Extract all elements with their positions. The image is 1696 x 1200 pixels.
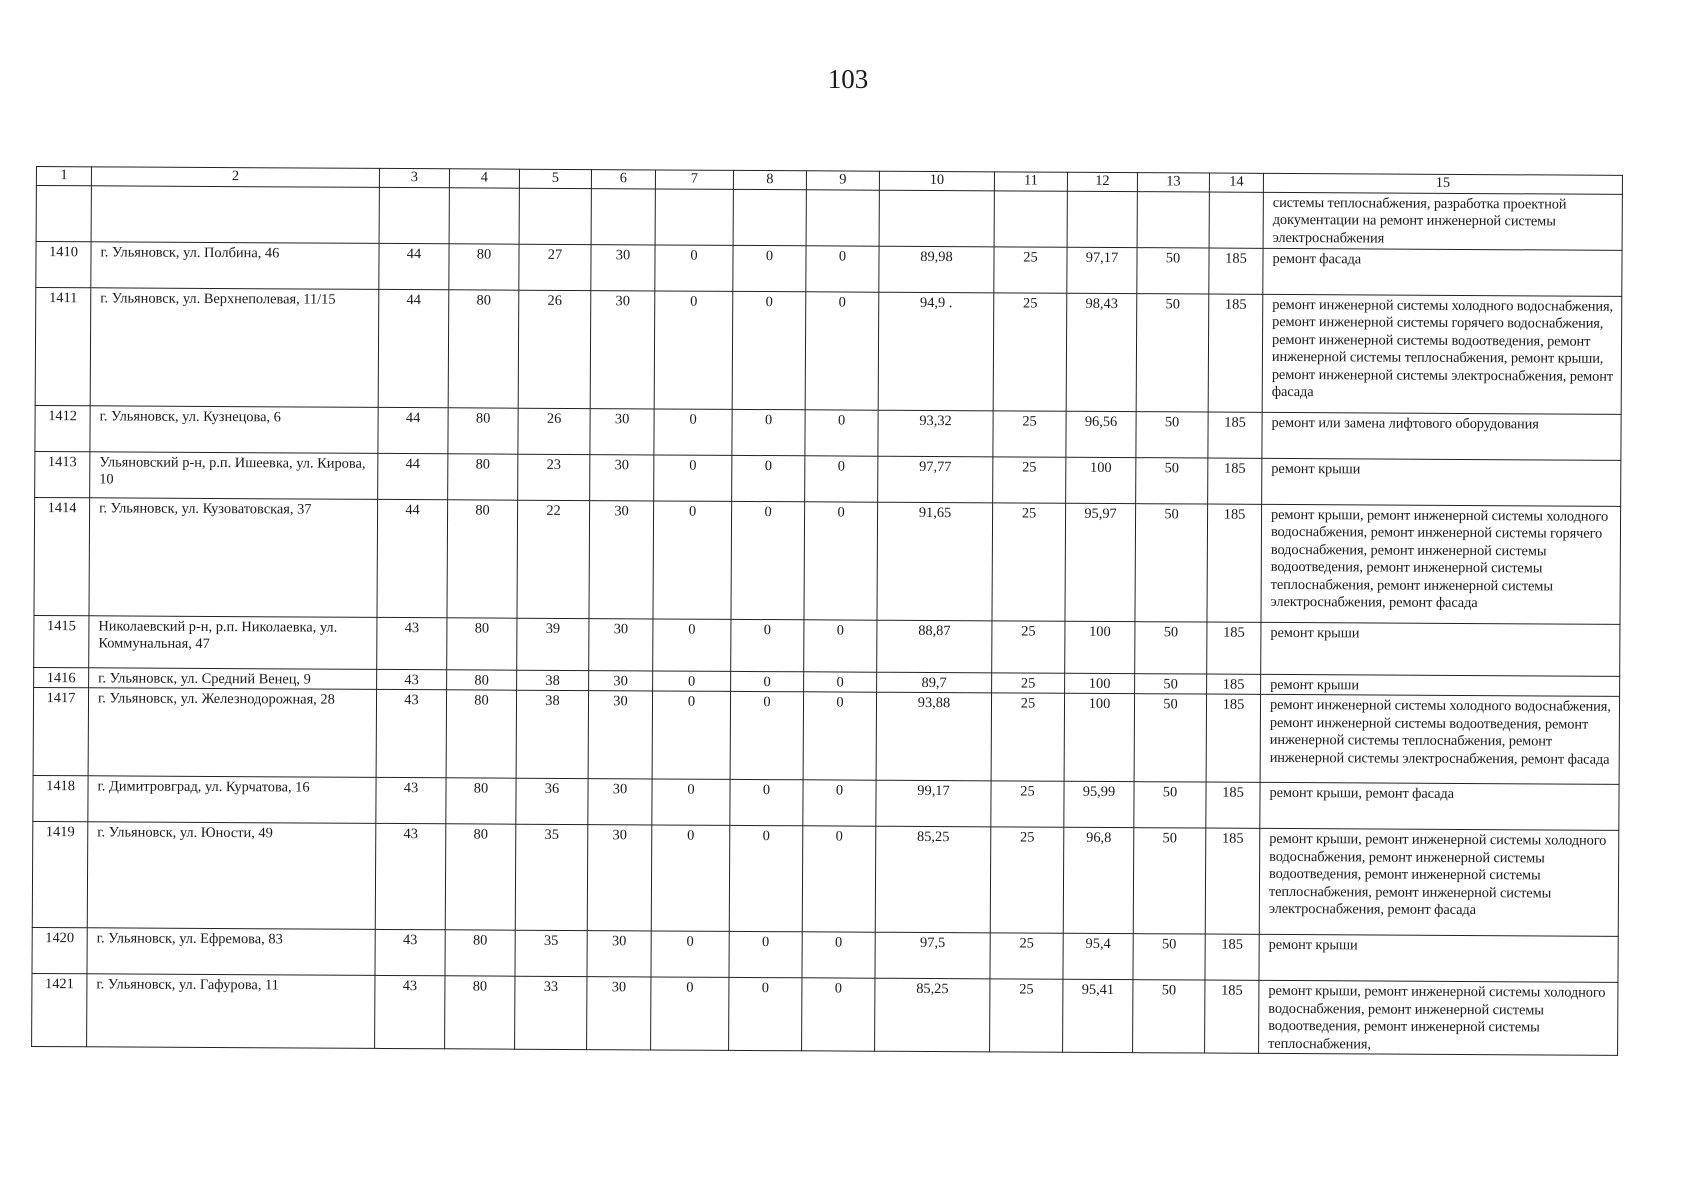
- column-header-11: 11: [994, 172, 1067, 191]
- value-cell-col-8: 0: [729, 826, 803, 932]
- value-cell-col-14: 185: [1207, 622, 1261, 674]
- address-cell: г. Ульяновск, ул. Полбина, 46: [91, 242, 379, 290]
- value-cell-col-10: 93,32: [878, 410, 993, 457]
- work-description-cell: ремонт инженерной системы холодного водоснабжения, ремонт инженерной системы водоотведения, ремонт инженерной системы теплоснабжения, ремонт инженерной системы электроснабжения, ремонт фасада: [1260, 695, 1619, 785]
- value-cell-col-5: 22: [517, 500, 590, 618]
- address-cell: г. Ульяновск, ул. Гафурова, 11: [87, 974, 375, 1048]
- value-cell-col-8: 0: [730, 692, 803, 780]
- work-description-cell: ремонт крыши, ремонт фасада: [1260, 783, 1619, 831]
- column-header-10: 10: [879, 171, 994, 191]
- value-cell-col-11: 25: [993, 457, 1066, 503]
- value-cell-col-4: 80: [447, 670, 517, 691]
- value-cell-col-3: 44: [378, 407, 448, 453]
- work-description-cell: ремонт крыши, ремонт инженерной системы холодного водоснабжения, ремонт инженерной системы водоотведения, ремонт инженерной системы теплоснабжения,: [1259, 981, 1618, 1056]
- value-cell-col-5: 38: [517, 670, 589, 691]
- value-cell-col-9: 0: [804, 502, 878, 620]
- value-cell-col-8: 0: [731, 619, 804, 671]
- value-cell-col-4: 80: [448, 290, 519, 408]
- value-cell-col-5: 27: [519, 244, 591, 290]
- address-cell: г. Димитровград, ул. Курчатова, 16: [88, 776, 376, 824]
- table-row: [34, 615, 1620, 676]
- value-cell-col-5: 23: [518, 454, 590, 500]
- value-cell-col-13: 50: [1135, 504, 1208, 622]
- value-cell-col-7: 0: [654, 455, 732, 501]
- value-cell-col-9: 0: [805, 456, 878, 502]
- value-cell-col-13: 50: [1133, 828, 1206, 934]
- value-cell-col-8: 0: [731, 501, 805, 619]
- value-cell-col-12: 96,8: [1063, 828, 1134, 934]
- value-cell-col-5: 26: [518, 408, 590, 454]
- row-number: [36, 186, 91, 242]
- work-description-cell: ремонт крыши: [1262, 458, 1621, 506]
- value-cell-col-10: [879, 190, 994, 247]
- value-cell-col-4: 80: [446, 778, 516, 824]
- value-cell-col-14: 185: [1208, 294, 1263, 412]
- table-row: [36, 186, 1622, 251]
- value-cell-col-9: 0: [802, 978, 875, 1051]
- value-cell-col-7: 0: [651, 931, 729, 977]
- value-cell-col-11: 25: [992, 503, 1066, 621]
- value-cell-col-12: 95,41: [1063, 980, 1133, 1053]
- address-cell: г. Ульяновск, ул. Железнодорожная, 28: [88, 688, 376, 778]
- value-cell-col-9: 0: [805, 410, 878, 456]
- value-cell-col-6: 30: [589, 501, 654, 619]
- column-header-1: 1: [36, 167, 91, 186]
- value-cell-col-7: 0: [654, 409, 732, 455]
- column-header-9: 9: [806, 171, 879, 190]
- value-cell-col-4: 80: [447, 618, 517, 670]
- value-cell-col-7: 0: [653, 671, 731, 692]
- column-header-8: 8: [733, 170, 806, 189]
- column-header-3: 3: [379, 168, 449, 187]
- value-cell-col-10: 89,7: [877, 672, 992, 693]
- value-cell-col-6: 30: [589, 671, 653, 692]
- value-cell-col-4: [449, 188, 519, 244]
- value-cell-col-14: 185: [1208, 458, 1262, 504]
- value-cell-col-11: [994, 191, 1067, 247]
- value-cell-col-6: 30: [588, 691, 652, 779]
- work-description-cell: системы теплоснабжения, разработка проектной документации на ремонт инженерной системы электроснабжения: [1263, 192, 1622, 250]
- value-cell-col-13: 50: [1137, 248, 1209, 294]
- address-cell: [91, 186, 379, 244]
- value-cell-col-10: 97,77: [878, 456, 993, 503]
- value-cell-col-12: [1067, 191, 1137, 247]
- work-description-cell: ремонт крыши, ремонт инженерной системы холодного водоснабжения, ремонт инженерной системы водоотведения, ремонт инженерной системы теплоснабжения, ремонт инженерной системы электроснабжения, ремонт фасада: [1259, 829, 1619, 937]
- value-cell-col-14: 185: [1205, 828, 1260, 934]
- value-cell-col-3: 43: [375, 930, 445, 976]
- value-cell-col-12: 95,97: [1065, 503, 1136, 621]
- address-cell: г. Ульяновск, ул. Юности, 49: [87, 822, 376, 930]
- value-cell-col-5: 38: [516, 691, 588, 779]
- value-cell-col-12: 95,99: [1064, 782, 1134, 828]
- value-cell-col-3: [379, 187, 449, 243]
- value-cell-col-11: 25: [992, 673, 1065, 694]
- value-cell-col-7: 0: [654, 291, 733, 409]
- row-number: 1413: [35, 451, 90, 497]
- value-cell-col-14: [1209, 192, 1263, 248]
- row-number: 1419: [32, 822, 88, 928]
- table-row: [33, 688, 1619, 785]
- work-description-cell: ремонт крыши, ремонт инженерной системы холодного водоснабжения, ремонт инженерной системы горячего водоснабжения, ремонт инженерной системы водоотведения, ремонт инженерной системы теплоснабжения, ремонт инженерной системы электроснабжения, ремонт фасада: [1261, 504, 1621, 624]
- value-cell-col-14: 185: [1206, 782, 1260, 828]
- value-cell-col-8: 0: [732, 409, 805, 455]
- value-cell-col-9: 0: [805, 292, 879, 410]
- value-cell-col-11: 25: [990, 933, 1063, 979]
- value-cell-col-4: 80: [449, 244, 519, 290]
- address-cell: Ульяновский р-н, р.п. Ишеевка, ул. Кирова, 10: [90, 452, 378, 500]
- value-cell-col-14: 185: [1205, 980, 1259, 1053]
- value-cell-col-11: 25: [991, 693, 1064, 781]
- row-number: 1412: [35, 405, 90, 451]
- value-cell-col-9: 0: [802, 932, 875, 978]
- column-header-4: 4: [449, 169, 519, 188]
- value-cell-col-6: 30: [590, 455, 654, 501]
- value-cell-col-7: 0: [653, 619, 731, 671]
- row-number: 1420: [32, 928, 87, 974]
- value-cell-col-3: 44: [377, 499, 448, 617]
- value-cell-col-8: 0: [729, 978, 802, 1051]
- value-cell-col-9: 0: [804, 620, 877, 672]
- table-row: [32, 822, 1619, 937]
- address-cell: г. Ульяновск, ул. Верхнеполевая, 11/15: [90, 288, 379, 408]
- value-cell-col-8: 0: [730, 780, 803, 826]
- value-cell-col-10: 89,98: [879, 246, 994, 293]
- value-cell-col-3: 44: [379, 243, 449, 289]
- value-cell-col-4: 80: [446, 690, 516, 778]
- value-cell-col-14: 185: [1207, 674, 1261, 695]
- value-cell-col-11: 25: [992, 621, 1065, 673]
- value-cell-col-3: 43: [376, 778, 446, 824]
- value-cell-col-6: 30: [588, 779, 652, 825]
- value-cell-col-5: 26: [518, 290, 591, 408]
- value-cell-col-3: 43: [377, 669, 447, 690]
- value-cell-col-10: 88,87: [877, 620, 992, 673]
- value-cell-col-11: 25: [994, 247, 1067, 293]
- column-header-6: 6: [591, 170, 655, 189]
- row-number: 1417: [33, 688, 88, 776]
- address-cell: г. Ульяновск, ул. Ефремова, 83: [87, 928, 375, 976]
- value-cell-col-10: 97,5: [875, 933, 990, 980]
- address-cell: г. Ульяновск, ул. Кузоватовская, 37: [89, 498, 378, 618]
- value-cell-col-11: 25: [993, 293, 1067, 411]
- value-cell-col-6: 30: [591, 245, 655, 291]
- table-row: [32, 974, 1618, 1055]
- value-cell-col-7: 0: [651, 977, 729, 1050]
- value-cell-col-14: 185: [1207, 504, 1262, 622]
- value-cell-col-13: [1137, 192, 1209, 248]
- value-cell-col-12: 95,4: [1063, 934, 1133, 980]
- value-cell-col-3: 44: [378, 453, 448, 499]
- value-cell-col-7: [655, 189, 733, 245]
- value-cell-col-8: 0: [729, 932, 802, 978]
- value-cell-col-4: 80: [445, 824, 516, 930]
- value-cell-col-14: 185: [1209, 248, 1263, 294]
- column-header-13: 13: [1137, 173, 1209, 192]
- work-description-cell: ремонт крыши: [1261, 622, 1620, 676]
- value-cell-col-9: 0: [802, 826, 876, 932]
- value-cell-col-7: 0: [651, 825, 730, 931]
- table-body: [32, 167, 1623, 1056]
- value-cell-col-13: 50: [1134, 782, 1206, 828]
- value-cell-col-7: 0: [652, 779, 730, 825]
- value-cell-col-9: 0: [804, 672, 877, 693]
- value-cell-col-14: 185: [1206, 694, 1260, 782]
- value-cell-col-5: [519, 188, 591, 244]
- value-cell-col-8: 0: [733, 245, 806, 291]
- row-number: 1410: [36, 242, 91, 288]
- row-number: 1415: [34, 615, 89, 667]
- value-cell-col-10: 85,25: [875, 979, 990, 1052]
- value-cell-col-10: 91,65: [877, 502, 993, 621]
- table-row: [34, 497, 1621, 624]
- value-cell-col-10: 93,88: [876, 693, 991, 782]
- value-cell-col-13: 50: [1136, 294, 1209, 412]
- value-cell-col-5: 36: [516, 779, 588, 825]
- value-cell-col-12: 100: [1066, 457, 1136, 503]
- value-cell-col-14: 185: [1205, 934, 1259, 980]
- value-cell-col-5: 35: [515, 931, 587, 977]
- address-cell: Николаевский р-н, р.п. Николаевка, ул. Коммунальная, 47: [89, 616, 377, 670]
- value-cell-col-6: [591, 189, 655, 245]
- value-cell-col-12: 100: [1065, 673, 1135, 694]
- value-cell-col-13: 50: [1136, 458, 1208, 504]
- value-cell-col-9: 0: [806, 246, 879, 292]
- work-description-cell: ремонт крыши: [1261, 674, 1620, 696]
- column-header-14: 14: [1209, 173, 1263, 192]
- value-cell-col-10: 99,17: [876, 781, 991, 828]
- value-cell-col-3: 43: [375, 976, 445, 1049]
- value-cell-col-9: [806, 190, 879, 246]
- value-cell-col-5: 39: [517, 618, 589, 670]
- repair-program-table: [31, 166, 1623, 1056]
- column-header-12: 12: [1067, 172, 1137, 191]
- value-cell-col-6: 30: [587, 977, 651, 1050]
- value-cell-col-14: 185: [1208, 412, 1262, 458]
- work-description-cell: ремонт или замена лифтового оборудования: [1262, 412, 1621, 460]
- value-cell-col-13: 50: [1133, 980, 1205, 1053]
- column-header-7: 7: [655, 170, 733, 189]
- value-cell-col-5: 35: [515, 825, 588, 931]
- value-cell-col-4: 80: [445, 976, 515, 1049]
- value-cell-col-4: 80: [448, 454, 518, 500]
- value-cell-col-11: 25: [993, 411, 1066, 457]
- row-number: 1411: [35, 288, 91, 406]
- value-cell-col-8: 0: [731, 671, 804, 692]
- work-description-cell: ремонт инженерной системы холодного водоснабжения, ремонт инженерной системы горячего водоснабжения, ремонт инженерной системы водоотведения, ремонт инженерной системы теплоснабжения, ремонт крыши, ремонт инженерной системы электроснабжения, ремонт фасада: [1262, 294, 1622, 414]
- value-cell-col-12: 96,56: [1066, 411, 1136, 457]
- value-cell-col-3: 43: [375, 824, 446, 930]
- value-cell-col-3: 43: [376, 690, 446, 778]
- value-cell-col-6: 30: [587, 931, 651, 977]
- work-description-cell: ремонт крыши: [1259, 935, 1618, 983]
- value-cell-col-13: 50: [1135, 622, 1207, 674]
- row-number: 1414: [34, 497, 90, 615]
- page-number: 103: [827, 64, 869, 94]
- value-cell-col-6: 30: [590, 291, 655, 409]
- value-cell-col-11: 25: [991, 781, 1064, 827]
- value-cell-col-7: 0: [653, 501, 732, 619]
- value-cell-col-9: 0: [803, 780, 876, 826]
- value-cell-col-13: 50: [1136, 412, 1208, 458]
- column-header-2: 2: [91, 167, 379, 188]
- value-cell-col-8: [733, 189, 806, 245]
- value-cell-col-7: 0: [655, 245, 733, 291]
- row-number: 1421: [32, 974, 87, 1047]
- value-cell-col-6: 30: [589, 619, 653, 671]
- value-cell-col-7: 0: [652, 691, 730, 779]
- value-cell-col-6: 30: [590, 409, 654, 455]
- value-cell-col-13: 50: [1133, 934, 1205, 980]
- address-cell: г. Ульяновск, ул. Средний Венец, 9: [89, 668, 377, 690]
- value-cell-col-6: 30: [587, 825, 652, 931]
- value-cell-col-12: 98,43: [1066, 293, 1137, 411]
- value-cell-col-4: 80: [447, 500, 518, 618]
- value-cell-col-4: 80: [448, 408, 518, 454]
- value-cell-col-9: 0: [803, 692, 876, 780]
- column-header-15: 15: [1263, 173, 1622, 194]
- value-cell-col-10: 94,9 .: [878, 292, 994, 411]
- value-cell-col-5: 33: [515, 977, 587, 1050]
- value-cell-col-4: 80: [445, 930, 515, 976]
- value-cell-col-8: 0: [732, 291, 806, 409]
- address-cell: г. Ульяновск, ул. Кузнецова, 6: [90, 406, 378, 454]
- column-header-5: 5: [519, 169, 591, 188]
- value-cell-col-13: 50: [1135, 674, 1207, 695]
- value-cell-col-12: 97,17: [1067, 247, 1137, 293]
- row-number: 1418: [33, 776, 88, 822]
- value-cell-col-8: 0: [732, 455, 805, 501]
- value-cell-col-3: 43: [377, 617, 447, 669]
- work-description-cell: ремонт фасада: [1263, 248, 1622, 296]
- value-cell-col-12: 100: [1064, 694, 1134, 782]
- value-cell-col-11: 25: [990, 827, 1064, 933]
- value-cell-col-12: 100: [1065, 621, 1135, 673]
- value-cell-col-13: 50: [1134, 694, 1206, 782]
- value-cell-col-11: 25: [990, 979, 1063, 1052]
- value-cell-col-10: 85,25: [875, 827, 991, 934]
- value-cell-col-3: 44: [378, 289, 449, 407]
- table-row: [35, 288, 1622, 415]
- row-number: 1416: [34, 667, 89, 688]
